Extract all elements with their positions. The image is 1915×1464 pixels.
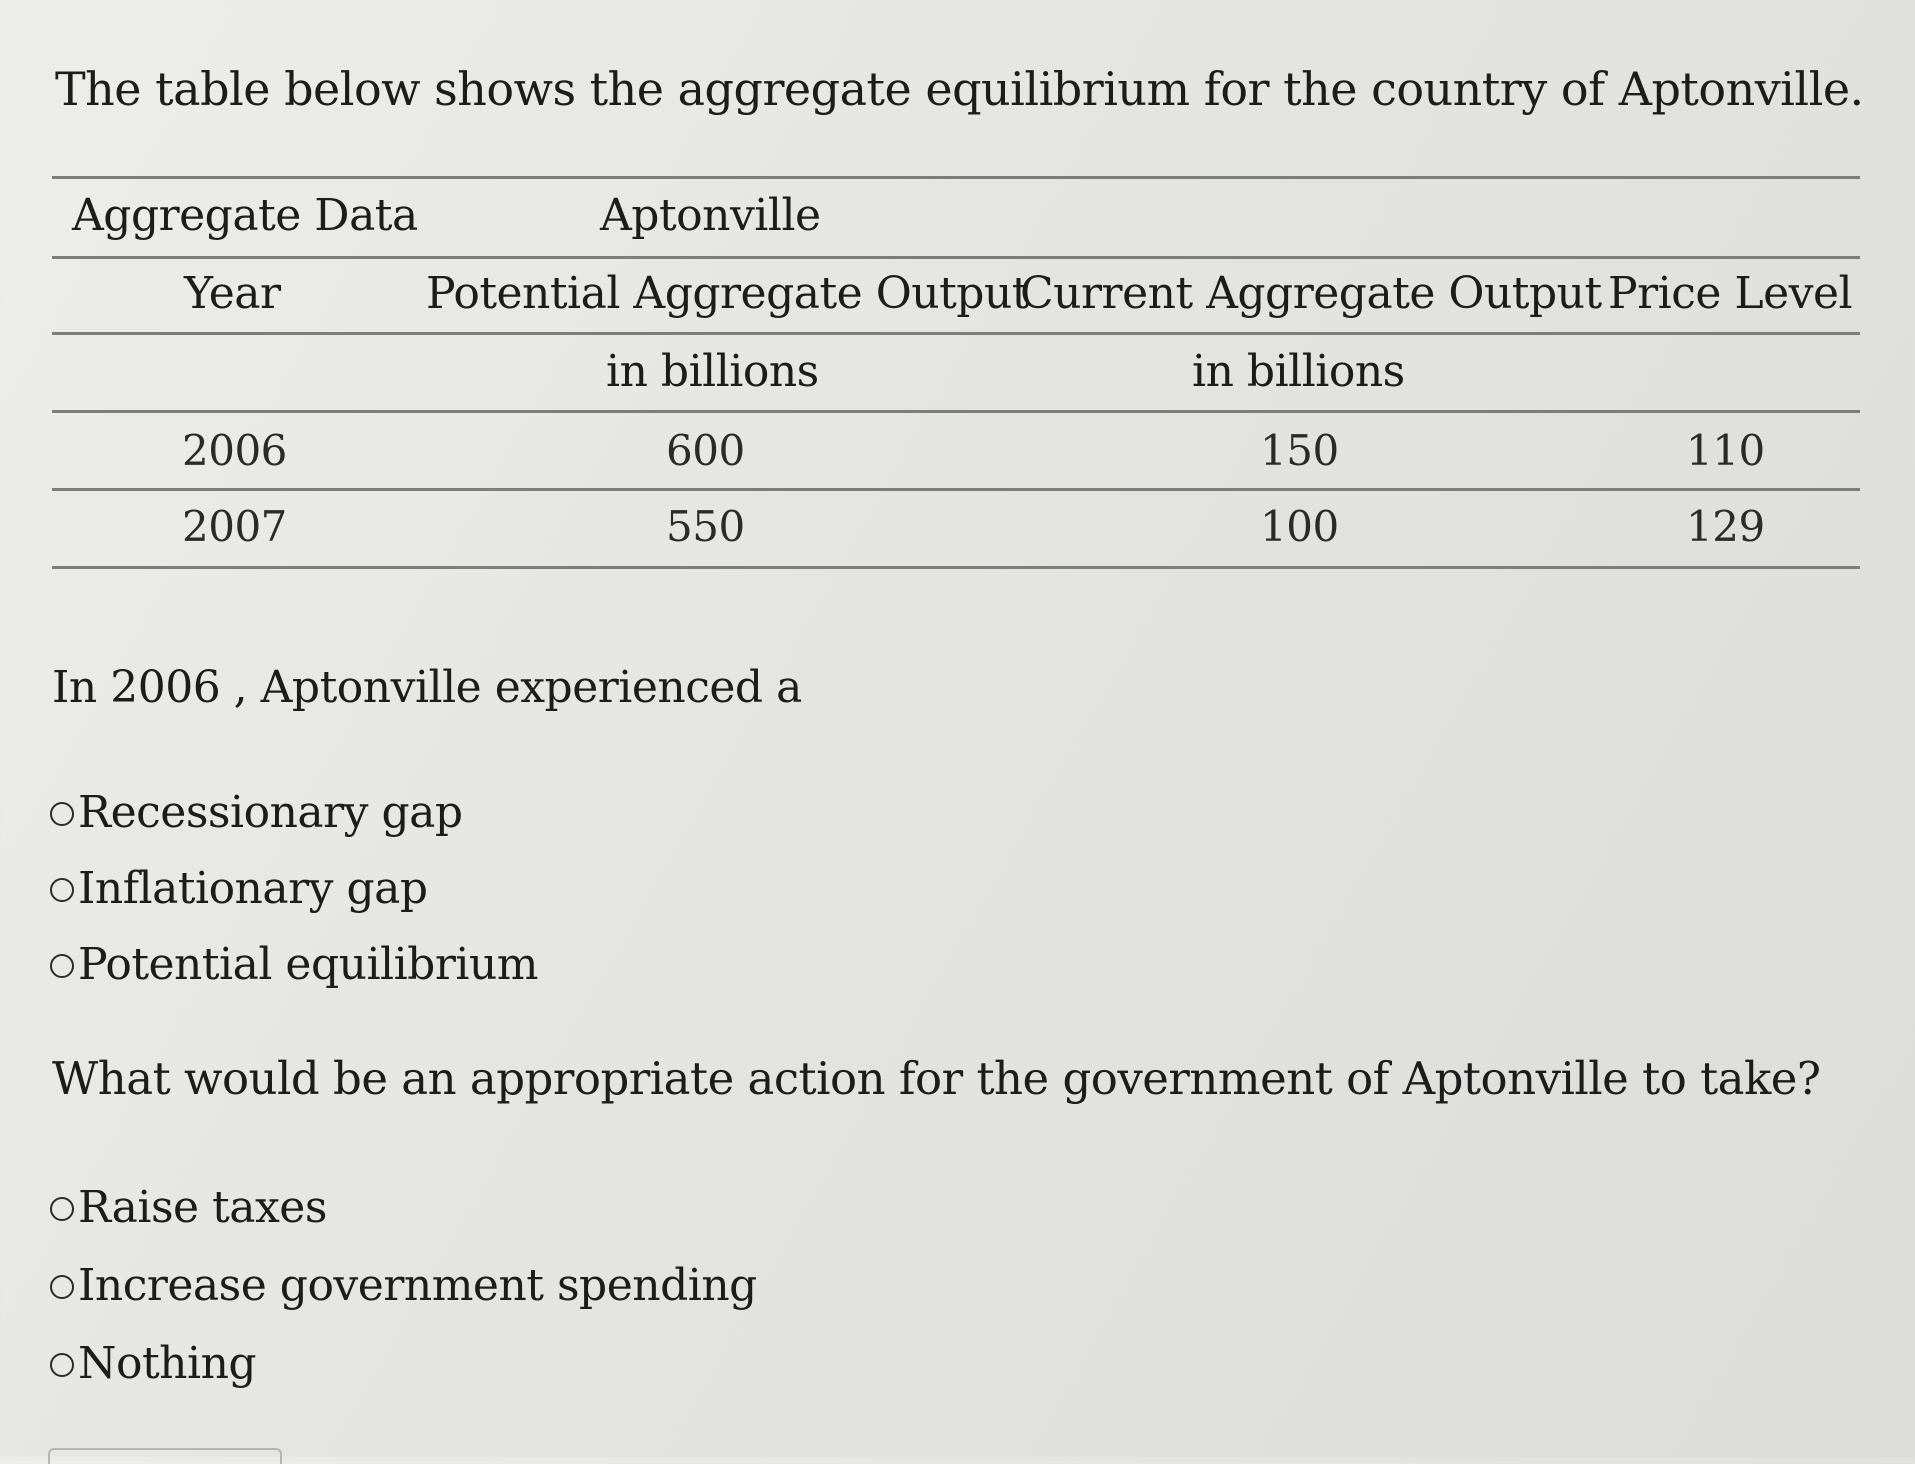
table-rule — [52, 256, 1860, 259]
question-1-prompt: In 2006 , Aptonville experienced a — [52, 662, 802, 713]
radio-button-icon[interactable] — [50, 802, 74, 826]
option-label: Recessionary gap — [78, 786, 463, 838]
table-cell-price-level: 129 — [1686, 502, 1765, 551]
option-potential-equilibrium[interactable] — [50, 926, 538, 1002]
table-rule — [52, 332, 1860, 335]
intro-text: The table below shows the aggregate equilibrium for the country of Aptonville. — [55, 62, 1864, 116]
table-cell-potential-output: 600 — [666, 426, 745, 475]
column-header-year: Year — [184, 268, 281, 319]
unit-potential-output: in billions — [606, 346, 819, 397]
table-cell-potential-output: 550 — [666, 502, 745, 551]
option-recessionary-gap[interactable] — [50, 774, 538, 850]
table-rule-bottom — [52, 566, 1860, 569]
option-label: Increase government spending — [78, 1259, 757, 1311]
table-cell-current-output: 100 — [1260, 502, 1339, 551]
option-label: Potential equilibrium — [78, 938, 539, 990]
table-cell-year: 2006 — [182, 426, 287, 475]
unit-current-output: in billions — [1192, 346, 1405, 397]
table-rule — [52, 410, 1860, 413]
table-rule — [52, 488, 1860, 491]
table-country-label: Aptonville — [600, 190, 821, 241]
table-cell-current-output: 150 — [1260, 426, 1339, 475]
option-label: Raise taxes — [78, 1181, 327, 1233]
radio-button-icon[interactable] — [50, 1353, 74, 1377]
option-increase-government-spending[interactable] — [50, 1246, 757, 1324]
column-header-price-level: Price Level — [1608, 268, 1853, 319]
question-1-options — [50, 774, 538, 1002]
radio-button-icon[interactable] — [50, 878, 74, 902]
aggregate-data-table — [52, 176, 1860, 576]
table-cell-price-level: 110 — [1686, 426, 1765, 475]
question-2-options — [50, 1168, 757, 1402]
column-header-current-output: Current Aggregate Output — [1020, 268, 1602, 319]
bottom-button-edge[interactable] — [48, 1448, 282, 1464]
option-nothing[interactable] — [50, 1324, 757, 1402]
option-label: Inflationary gap — [78, 862, 428, 914]
option-inflationary-gap[interactable] — [50, 850, 538, 926]
radio-button-icon[interactable] — [50, 954, 74, 978]
radio-button-icon[interactable] — [50, 1197, 74, 1221]
table-group-label: Aggregate Data — [72, 190, 418, 241]
radio-button-icon[interactable] — [50, 1275, 74, 1299]
option-label: Nothing — [78, 1337, 257, 1389]
table-rule-top — [52, 176, 1860, 179]
question-2-prompt: What would be an appropriate action for the government of Aptonville to take? — [52, 1052, 1821, 1105]
column-header-potential-output: Potential Aggregate Output — [426, 268, 1029, 319]
option-raise-taxes[interactable] — [50, 1168, 757, 1246]
table-cell-year: 2007 — [182, 502, 287, 551]
